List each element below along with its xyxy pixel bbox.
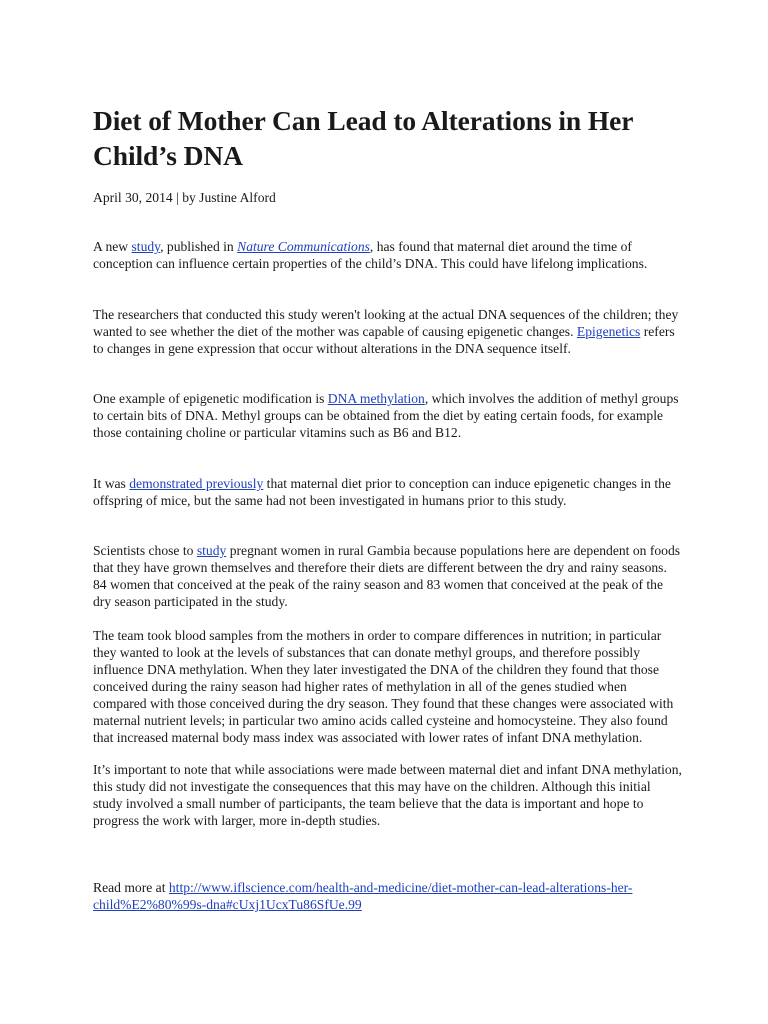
article-title: Diet of Mother Can Lead to Alterations in Her Child’s DNA [93, 105, 633, 171]
paragraph-3 [93, 390, 683, 441]
epigenetics-link[interactable]: Epigenetics [576, 324, 641, 339]
p1-text-2: , published in [160, 239, 238, 254]
p2-text-2: refers to changes in gene expression that occur without alterations in the DNA sequence itself. [93, 324, 675, 356]
p4-text-1: It was [93, 476, 130, 491]
study-link[interactable]: study [131, 239, 161, 254]
p5-text-1: Scientists chose to [93, 543, 197, 558]
paragraph-7: It’s important to note that while associations were made between maternal diet and infant DNA methylation, this study did not investigate the consequences that this may have on the children. Although this initial study involved a small number of participants, the team believe that the data is important and hope to progress the work with larger, more in-depth studies. [93, 762, 682, 828]
p2-text-1: The researchers that conducted this study weren't looking at the actual DNA sequences of the children; they wanted to see whether the diet of the mother was capable of causing epigenetic changes. [93, 307, 679, 339]
p4-text-2: that maternal diet prior to conception can induce epigenetic changes in the offspring of mice, but the same had not been investigated in humans prior to this study. [93, 476, 671, 508]
demonstrated-previously-link[interactable]: demonstrated previously [129, 476, 264, 491]
p3-text-1: One example of epigenetic modification is [93, 391, 328, 406]
paragraph-1 [93, 238, 683, 272]
paragraph-4 [93, 475, 683, 509]
article-byline: April 30, 2014 | by Justine Alford [93, 190, 276, 205]
p5-text-2: pregnant women in rural Gambia because populations here are dependent on foods that they have grown themselves and therefore their diets are different between the dry and rainy seasons. 84 women that conceived at the peak of the rainy season and 83 women that conceived at the peak of the dry season participated in the study. [93, 543, 681, 609]
paragraph-5 [93, 542, 683, 610]
source-url-link[interactable]: http://www.iflscience.com/health-and-medicine/diet-mother-can-lead-alterations-her-child%E2%80%99s-dna#cUxj1UcxTu86SfUe.99 [93, 880, 633, 912]
paragraph-2 [93, 306, 683, 357]
p1-text-3: , has found that maternal diet around the time of conception can influence certain properties of the child’s DNA. This could have lifelong implications. [93, 239, 648, 271]
read-more [93, 879, 683, 913]
dna-methylation-link[interactable]: DNA methylation [327, 391, 425, 406]
study-link-2[interactable]: study [196, 543, 227, 558]
p3-text-2: , which involves the addition of methyl groups to certain bits of DNA. Methyl groups can be obtained from the diet by eating certain foods, for example those containing choline or particular vitamins such as B6 and B12. [93, 391, 679, 440]
nature-communications-link[interactable]: Nature Communications [237, 239, 370, 254]
paragraph-6: The team took blood samples from the mothers in order to compare differences in nutrition; in particular they wanted to look at the levels of substances that can donate methyl groups, and therefore possibly influence DNA methylation. When they later investigated the DNA of the children they found that those conceived during the rainy season had higher rates of methylation in all of the genes studied when compared with those conceived during the dry season. They found that these changes were associated with maternal nutrient levels; in particular two amino acids called cysteine and homocysteine. They also found that increased maternal body mass index was associated with lower rates of infant DNA methylation. [93, 628, 674, 745]
read-more-label: Read more at [93, 880, 169, 895]
p1-text-1: A new [93, 239, 132, 254]
